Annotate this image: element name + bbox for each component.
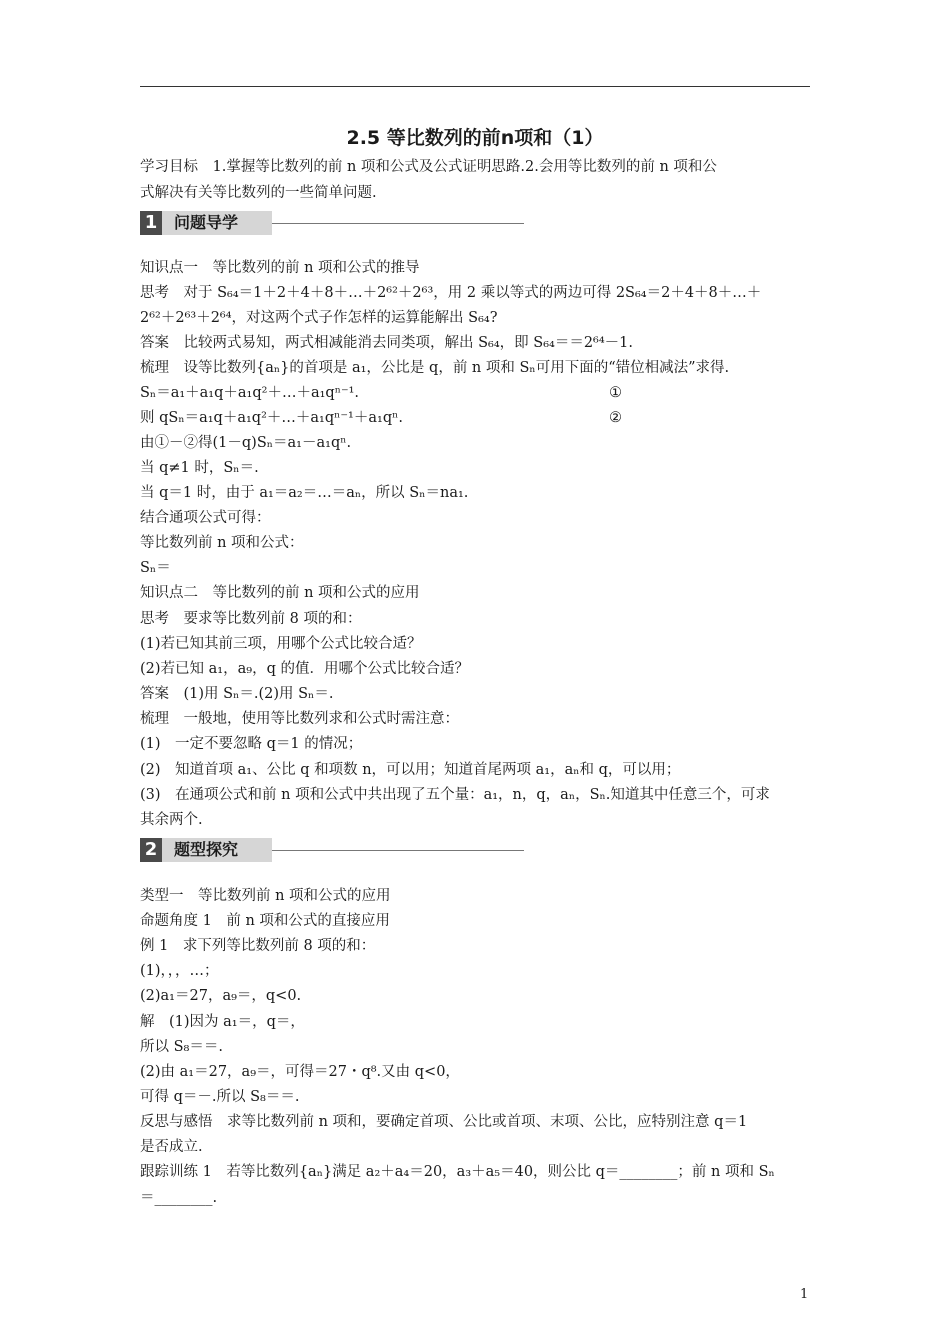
text-line: (2)a₁＝27，a₉＝，q<0. [140,988,302,1004]
text-line: (2)由 a₁＝27，a₉＝，可得＝27・q⁸.又由 q<0， [140,1064,460,1080]
text-line: 所以 S₈＝＝. [140,1039,223,1055]
text-line: (1)，，，…； [140,963,219,979]
text-line: 结合通项公式可得： [140,510,271,526]
text-line: (2) 知道首项 a₁、公比 q 和项数 n，可以用；知道首尾两项 a₁，aₙ和 q，可以用； [140,762,681,778]
text-line: 其余两个. [140,812,203,828]
text-line: 答案 比较两式易知，两式相减能消去同类项，解出 S₆₄，即 S₆₄＝＝2⁶⁴－1. [140,335,634,351]
page-title: 2.5 等比数列的前n项和（1） [346,127,604,149]
text-line: 类型一 等比数列前 n 项和公式的应用 [140,888,391,904]
equation-marker-2: ② [609,410,622,426]
section-header-1 [140,211,524,235]
section-number: 1 [140,211,162,235]
text-line: 可得 q＝－.所以 S₈＝＝. [140,1089,300,1105]
section-header-2 [140,838,524,862]
text-line: 式解决有关等比数列的一些简单问题. [140,185,377,201]
text-line: 命题角度 1 前 n 项和公式的直接应用 [140,913,390,929]
text-line: (1)若已知其前三项，用哪个公式比较合适？ [140,636,422,652]
text-line: 由①－②得(1－q)Sₙ＝a₁－a₁qⁿ. [140,435,352,451]
text-line: 思考 对于 S₆₄＝1＋2＋4＋8＋…＋2⁶²＋2⁶³，用 2 乘以等式的两边可得 2S₆₄＝2＋4＋8＋…＋ [140,285,762,301]
page-number: 1 [800,1287,809,1302]
text-line: 答案 (1)用 Sₙ＝.(2)用 Sₙ＝. [140,686,334,702]
text-line: 当 q＝1 时，由于 a₁＝a₂＝…＝aₙ，所以 Sₙ＝na₁. [140,485,469,501]
section-title: 问题导学 [162,211,272,235]
text-line: 反思与感悟 求等比数列前 n 项和，要确定首项、公比或首项、末项、公比，应特别注意 q＝1 [140,1114,748,1130]
text-line: (3) 在通项公式和前 n 项和公式中共出现了五个量：a₁，n，q，aₙ，Sₙ.知道其中任意三个，可求 [140,787,770,803]
header-rule [140,86,810,87]
text-line: 等比数列前 n 项和公式： [140,535,304,551]
section-title: 题型探究 [162,838,272,862]
equation-marker-1: ① [609,385,622,401]
text-line: 思考 要求等比数列前 8 项的和： [140,611,362,627]
text-line: 知识点一 等比数列的前 n 项和公式的推导 [140,260,420,276]
text-line: 解 (1)因为 a₁＝，q＝， [140,1014,305,1030]
text-line: 学习目标 1.掌握等比数列的前 n 项和公式及公式证明思路.2.会用等比数列的前 n 项和公 [140,159,717,175]
text-line: 当 q≠1 时，Sₙ＝. [140,460,259,476]
section-rule [272,223,524,224]
text-line: 例 1 求下列等比数列前 8 项的和： [140,938,376,954]
formula-line: Sₙ＝ [140,560,171,576]
text-line: 梳理 一般地，使用等比数列求和公式时需注意： [140,711,459,727]
text-line: ＝________. [140,1190,218,1206]
text-line: 知识点二 等比数列的前 n 项和公式的应用 [140,585,420,601]
text-line: 跟踪训练 1 若等比数列{aₙ}满足 a₂＋a₄＝20，a₃＋a₅＝40，则公比 q＝________；前 n 项和 Sₙ [140,1164,775,1180]
text-line: 是否成立. [140,1139,203,1155]
section-number: 2 [140,838,162,862]
text-line: 梳理 设等比数列{aₙ}的首项是 a₁，公比是 q，前 n 项和 Sₙ可用下面的“错位相减法”求得. [140,360,730,376]
text-line: (1) 一定不要忽略 q＝1 的情况； [140,736,363,752]
text-line: 2⁶²＋2⁶³＋2⁶⁴，对这两个式子作怎样的运算能解出 S₆₄? [140,310,498,326]
text-line: (2)若已知 a₁，a₉，q 的值．用哪个公式比较合适？ [140,661,469,677]
section-rule [272,850,524,851]
formula-line: Sₙ＝a₁＋a₁q＋a₁q²＋…＋a₁qⁿ⁻¹. [140,385,360,401]
formula-line: 则 qSₙ＝a₁q＋a₁q²＋…＋a₁qⁿ⁻¹＋a₁qⁿ. [140,410,403,426]
